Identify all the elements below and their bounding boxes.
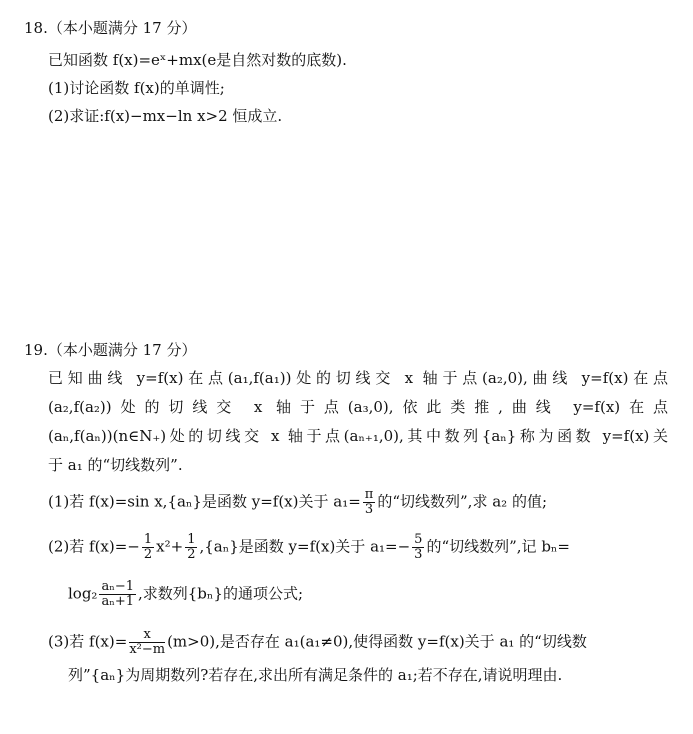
q19-part2-text-e: ,求数列{bₙ}的通项公式; (138, 584, 304, 603)
q19-part2-line2 (68, 580, 303, 609)
fraction-numerator: x (129, 628, 165, 643)
one-half-fraction (142, 533, 154, 562)
log-argument-fraction (99, 580, 136, 609)
q19-part1-text-a: (1)若 f(x)=sin x,{aₙ}是函数 y=f(x)关于 a₁= (48, 492, 361, 511)
fraction-denominator: 2 (143, 547, 153, 562)
fraction-numerator: 5 (414, 532, 423, 547)
q19-part3 (48, 628, 587, 657)
fraction-denominator: aₙ+1 (101, 594, 134, 609)
fraction-numerator: aₙ−1 (101, 579, 134, 594)
q19-part2-text-c: ,{aₙ}是函数 y=f(x)关于 a₁=− (199, 537, 411, 556)
q19-stem-line3: (aₙ,f(aₙ))(n∈N₊)处的切线交 x 轴于点(aₙ₊₁,0),其中数列{aₙ}称为函数 y=f(x)关 (48, 427, 668, 445)
q18-part1: (1)讨论函数 f(x)的单调性; (48, 79, 225, 97)
q18-heading: 18.（本小题满分 17 分） (24, 19, 197, 37)
fraction-numerator: π (364, 487, 374, 502)
fraction-denominator: 3 (364, 502, 374, 517)
q19-stem-line4: 于 a₁ 的“切线数列”. (48, 456, 183, 474)
q19-stem-line2: (a₂,f(a₂))处的切线交 x 轴于点(a₃,0),依此类推,曲线 y=f(x)在点 (48, 398, 668, 416)
q19-part2 (48, 533, 570, 562)
q19-part3-text-b: (m>0),是否存在 a₁(a₁≠0),使得函数 y=f(x)关于 a₁ 的“切线数 (167, 632, 587, 651)
q19-part1 (48, 488, 547, 517)
five-thirds-fraction (412, 533, 424, 562)
q19-heading: 19.（本小题满分 17 分） (24, 341, 197, 359)
q19-part2-text-d: 的“切线数列”,记 bₙ= (426, 537, 570, 556)
fraction-denominator: x²−m (129, 642, 166, 657)
q19-part2-text-a: (2)若 f(x)=− (48, 537, 140, 556)
fraction-denominator: 2 (187, 547, 196, 562)
q19-part2-text-b: x²+ (156, 537, 184, 556)
fraction-numerator: 1 (187, 532, 196, 547)
q19-part3-text-a: (3)若 f(x)= (48, 632, 128, 651)
q19-part3-line2: 列”{aₙ}为周期数列?若存在,求出所有满足条件的 a₁;若不存在,请说明理由. (68, 666, 563, 684)
pi-over-3-fraction (363, 488, 376, 517)
fraction-denominator: 3 (414, 547, 423, 562)
q18-part2: (2)求证:f(x)−mx−ln x>2 恒成立. (48, 107, 283, 125)
q19-part1-text-b: 的“切线数列”,求 a₂ 的值; (377, 492, 547, 511)
one-half-fraction (185, 533, 197, 562)
fraction-numerator: 1 (143, 532, 153, 547)
q18-stem: 已知函数 f(x)=eˣ+mx(e是自然对数的底数). (48, 51, 347, 69)
q19-stem-line1: 已知曲线 y=f(x)在点(a₁,f(a₁))处的切线交 x 轴于点(a₂,0),曲线 y=f(x)在点 (48, 369, 668, 387)
x-over-x2-minus-m-fraction (129, 628, 165, 657)
log-base-2: log₂ (68, 584, 98, 603)
